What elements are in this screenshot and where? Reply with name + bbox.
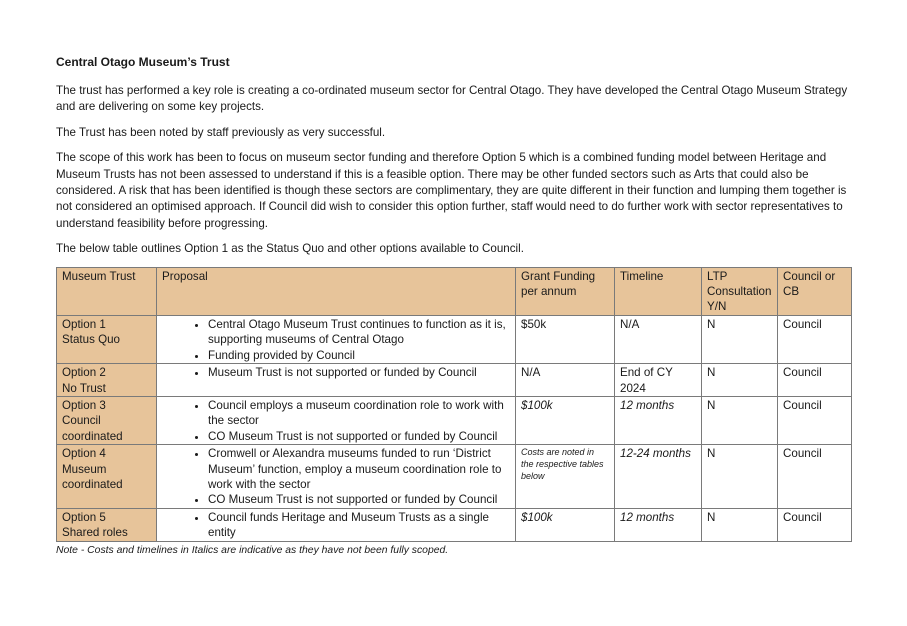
proposal-cell — [157, 396, 516, 444]
ltp-cell: N — [702, 364, 778, 397]
header-ltp: LTP Consultation Y/N — [702, 267, 778, 315]
table-row — [57, 445, 852, 509]
table-row — [57, 508, 852, 541]
ltp-cell: N — [702, 396, 778, 444]
council-cell: Council — [778, 315, 852, 363]
option-number: Option 1 — [62, 317, 106, 331]
paragraph-success: The Trust has been noted by staff previously as very successful. — [56, 125, 386, 139]
option-label: No Trust — [62, 381, 106, 395]
timeline-cell: 12 months — [615, 508, 702, 541]
paragraph-scope: The scope of this work has been to focus on museum sector funding and therefore Option 5 which is a combined funding model between Heritage and Museum Trusts has not been assessed to understand if this is a feasible option. There may be other funded sectors such as Arts that could also be considered. A risk that has been identified is though these sectors are complimentary, they are quite different in their function and lumping them together is not considered an optimised approach. If Council did wish to consider this option further, staff would need to do further work with sector representatives to understand feasibility before progressing. — [56, 151, 847, 230]
header-trust: Museum Trust — [57, 267, 157, 315]
proposal-cell — [157, 315, 516, 363]
proposal-bullet: • Cromwell or Alexandra museums funded to run ‘District Museum’ function, employ a museum coordination role to work with the sector — [208, 446, 510, 492]
option-number: Option 3 — [62, 398, 106, 412]
timeline-cell: End of CY 2024 — [615, 364, 702, 397]
option-label: Council coordinated — [62, 414, 123, 443]
header-timeline: Timeline — [615, 267, 702, 315]
option-cell — [57, 445, 157, 509]
proposal-bullet: • CO Museum Trust is not supported or funded by Council — [208, 429, 510, 444]
proposal-cell — [157, 364, 516, 397]
proposal-bullet: • Council funds Heritage and Museum Trusts as a single entity — [208, 510, 510, 541]
timeline-cell: 12 months — [615, 396, 702, 444]
option-cell — [57, 315, 157, 363]
proposal-bullet: • CO Museum Trust is not supported or funded by Council — [208, 492, 510, 507]
paragraph-table-intro: The below table outlines Option 1 as the Status Quo and other options available to Council. — [56, 242, 524, 256]
funding-cell: $100k — [516, 508, 615, 541]
table-row — [57, 396, 852, 444]
proposal-bullet: • Museum Trust is not supported or funded by Council — [208, 365, 510, 380]
option-label: Status Quo — [62, 333, 121, 347]
option-cell — [57, 364, 157, 397]
table-row — [57, 364, 852, 397]
table-note: Note - Costs and timelines in Italics are indicative as they have not been fully scoped. — [56, 544, 449, 556]
council-cell: Council — [778, 396, 852, 444]
funding-cell: N/A — [516, 364, 615, 397]
council-cell: Council — [778, 508, 852, 541]
paragraph-intro: The trust has performed a key role is creating a co-ordinated museum sector for Central Otago. They have developed the Central Otago Museum Strategy and are delivering on some key projects. — [56, 84, 848, 114]
option-cell — [57, 396, 157, 444]
proposal-bullet: • Council employs a museum coordination role to work with the sector — [208, 398, 510, 429]
option-label: Museum coordinated — [62, 462, 123, 491]
funding-cell: Costs are noted in the respective tables below — [516, 445, 615, 509]
proposal-bullet: • Central Otago Museum Trust continues to function as it is, supporting museums of Central Otago — [208, 317, 510, 348]
option-number: Option 4 — [62, 447, 106, 461]
proposal-bullet: • Funding provided by Council — [208, 348, 510, 363]
ltp-cell: N — [702, 508, 778, 541]
table-header-row — [57, 267, 852, 315]
funding-cell: $50k — [516, 315, 615, 363]
header-funding: Grant Funding per annum — [516, 267, 615, 315]
council-cell: Council — [778, 445, 852, 509]
ltp-cell: N — [702, 445, 778, 509]
table-row — [57, 315, 852, 363]
timeline-cell: N/A — [615, 315, 702, 363]
timeline-cell: 12-24 months — [615, 445, 702, 509]
header-council: Council or CB — [778, 267, 852, 315]
header-proposal: Proposal — [157, 267, 516, 315]
ltp-cell: N — [702, 315, 778, 363]
document-page — [56, 54, 852, 557]
funding-cell: $100k — [516, 396, 615, 444]
option-label: Shared roles — [62, 526, 128, 540]
proposal-cell — [157, 508, 516, 541]
options-table — [56, 267, 852, 542]
council-cell: Council — [778, 364, 852, 397]
proposal-cell — [157, 445, 516, 509]
option-number: Option 5 — [62, 510, 106, 524]
section-heading: Central Otago Museum’s Trust — [56, 55, 230, 69]
option-number: Option 2 — [62, 366, 106, 380]
option-cell — [57, 508, 157, 541]
